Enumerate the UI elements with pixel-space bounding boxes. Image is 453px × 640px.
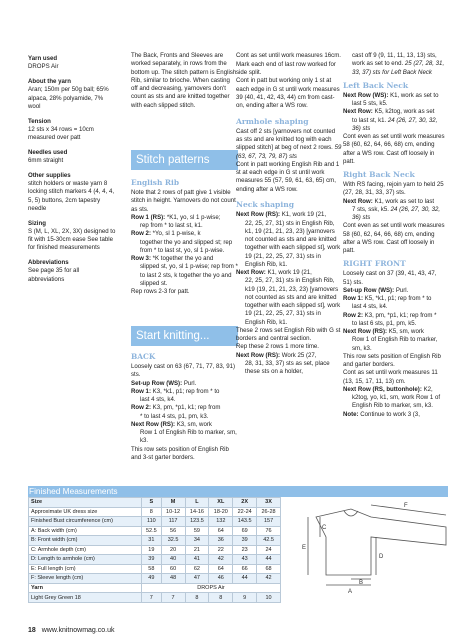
row-label: C: Armhole depth (cm) (29, 545, 142, 555)
table-cell: 46 (209, 574, 233, 584)
table-cell: 52.5 (142, 526, 162, 536)
rf-row1-cont: last 4 sts, k4. (352, 303, 388, 311)
back-row2-label: Row 2: (131, 404, 151, 412)
rbn-row-sts: 24 (26, 27, 30, 32, 36) sts (352, 205, 441, 221)
table-cell: 69 (233, 526, 257, 536)
english-rib-note: Note that 2 rows of patt give 1 visible stitch in height. Yarnovers do not count as sts. (131, 189, 236, 213)
table-cell: 44 (233, 574, 257, 584)
garment-schematic (296, 497, 451, 617)
neck-row3-cont: 28, 31, 33, 37) sts as set, place these sts on a holder, (245, 359, 330, 375)
table-cell: 60 (161, 564, 185, 574)
table-cell: 20 (161, 545, 185, 555)
lbn-row2-label: Next Row: (343, 108, 373, 116)
table-cell: M (161, 498, 185, 508)
measurements-title: Finished Measurements (29, 486, 118, 496)
table-cell: 22-24 (233, 507, 257, 517)
back-row1-cont: last 4 sts, k4. (140, 396, 176, 403)
table-cell: 34 (185, 536, 209, 546)
back-next-cont: Row 1 of English Rib to marker, sm, k3. (140, 429, 237, 445)
table-cell: 42 (257, 574, 281, 584)
table-cell: 59 (185, 526, 209, 536)
row1-text: *K1, yo, sl 1 p-wise; (165, 213, 221, 221)
table-cell: 10-12 (161, 507, 185, 517)
lbn-cont-text: Cont even as set until work measures 58 (60, 62, 64, 66, 68) cm, ending after a WS row. Cast off loosely in patt. (343, 133, 445, 165)
neck-row3-text: Work 25 (27, (280, 351, 317, 359)
row-label: Light Grey Green 18 (29, 593, 142, 603)
stitch-patterns-banner: Stitch patterns (131, 150, 238, 170)
table-cell: 18-20 (209, 507, 233, 517)
armhole-heading: Armhole shaping (236, 116, 309, 126)
table-cell: 10 (257, 593, 281, 603)
table-cell: 43 (233, 555, 257, 565)
back-setup-label: Set-up Row (WS): (131, 379, 183, 387)
rf-row2-label: Row 2: (343, 311, 363, 319)
neck-rep-text: Rep these 2 rows 1 more time. (236, 343, 319, 351)
neckline-curve (344, 511, 358, 516)
neck-row2-label: Next Row: (236, 269, 266, 276)
lbn-row1-label: Next Row (WS): (343, 91, 389, 99)
back-shaping-column (236, 52, 342, 376)
rbn-cont-text: Cont even as set until work measures 58 (60, 62, 64, 66, 68) cm, ending after a WS row. Cast off loosely in patt. (343, 222, 445, 254)
col3-cont-text: Cont in patt but working only 1 st at each edge in G st until work measures 39 (40, 41, 42, 43, 44) cm from cast-on, ending after a WS row. (236, 77, 340, 109)
table-cell: 7 (142, 593, 162, 603)
abbreviations-text: See page 35 for all abbreviations (28, 267, 80, 283)
yarn-used-text: DROPS Air (28, 63, 59, 71)
armhole-sts: 59 (63, 67, 73, 79, 87) sts (236, 144, 342, 160)
row-label: Size (29, 498, 142, 508)
rep-rows-text: Rep rows 2-3 for patt. (131, 288, 190, 295)
back-heading: BACK (131, 352, 156, 361)
rbn-row-label: Next Row: (343, 197, 373, 205)
table-cell: 8 (209, 593, 233, 603)
yarn-value: DROPS Air (142, 583, 281, 593)
rf-row2-text: K3, pm, *p1, k1; rep from * (362, 311, 437, 319)
table-cell: 44 (257, 555, 281, 565)
neck-row1-label: Next Row (RS): (236, 211, 281, 219)
rf-next-cont: Row 1 of English Rib to marker, sm, k3. (352, 336, 438, 352)
right-front-heading: RIGHT FRONT (343, 259, 406, 269)
dim-f-line (371, 505, 446, 515)
dim-label-e: E (302, 545, 307, 551)
dim-label-b: B (359, 580, 364, 586)
dim-label-a: A (348, 589, 353, 595)
armhole-cont: Cont in patt working English Rib and 1 st at each edge in G st until work measures 55 (57, 59, 61, 63, 65) cm, ending after a WS row. (236, 160, 340, 193)
row2-label: Row 2: (131, 230, 151, 238)
neck-row2-cont: 22, 25, 27, 31) sts in English Rib, k19 (19, 21, 21, 23, 23) [yarnovers not counted as sts and are knitted together with each slipped st], work 19 (21, 22, 25, 27, 31) sts in English Rib, k1. (245, 277, 341, 326)
needles-heading: Needles used (28, 148, 68, 156)
table-cell: 14-16 (185, 507, 209, 517)
lbn-row1-cont: last 5 sts, k5. (352, 100, 388, 107)
supplies-text: stitch holders or waste yarn 8 locking stitch markers 4 (4, 4, 4, 5, 5) buttons, 2cm tapestry needle (28, 180, 115, 212)
table-row (29, 574, 281, 584)
row-label: Approximate UK dress size (29, 507, 142, 517)
table-cell: 56 (161, 526, 185, 536)
row3-label: Row 3: (131, 255, 151, 262)
colour-row (29, 593, 281, 603)
sizing-text: S (M, L, XL, 2X, 3X) designed to fit with 15-30cm ease See table for finished measurements (28, 227, 116, 252)
back-row1-label: Row 1: (131, 387, 151, 395)
table-cell: 8 (185, 593, 209, 603)
table-cell: 132 (209, 517, 233, 527)
table-header-row (29, 498, 281, 508)
back-section (131, 348, 238, 462)
table-cell: 40 (161, 555, 185, 565)
table-cell: 68 (257, 564, 281, 574)
table-cell: 123.5 (185, 517, 209, 527)
lbn-row2-cont: to last st, k1. (352, 116, 388, 124)
dim-label-f: F (404, 503, 408, 509)
neck-heading: Neck shaping (236, 200, 295, 210)
materials-column (28, 55, 116, 290)
table-cell: 23 (233, 545, 257, 555)
page-number: 18 (28, 627, 36, 634)
col3-measure-text: Cont as set until work measures 16cm. (236, 52, 341, 59)
table-cell: S (142, 498, 162, 508)
table-cell: 47 (185, 574, 209, 584)
left-back-neck-heading: Left Back Neck (343, 80, 409, 90)
garment-outline (316, 509, 446, 575)
row-label: Finished Bust circumference (cm) (29, 517, 142, 527)
rf-buttonhole-text: K2, (421, 385, 433, 393)
english-rib-section (131, 174, 238, 296)
table-cell: 39 (233, 536, 257, 546)
start-knitting-banner: Start knitting... (131, 326, 238, 346)
row2-cont: together the yo and slipped st; rep from * to last st, yo, sl 1 p-wise. (140, 238, 233, 254)
row3-cont: slipped st, yo, sl 1 p-wise; rep from * to last 2 sts, k together the yo and slipped st. (140, 263, 238, 287)
tension-heading: Tension (28, 117, 51, 125)
rf-next-text: K5, sm, work (387, 328, 424, 335)
intro-text: The Back, Fronts and Sleeves are worked separately, in rows from the bottom up. The stitch pattern is English Rib, similar to brioche. When casting off and decreasing, yarnovers don't count as sts and are knitted together with each slipped stitch. (131, 52, 237, 109)
table-cell: 42 (209, 555, 233, 565)
row-label: D: Length to armhole (cm) (29, 555, 142, 565)
tension-text: 12 sts x 34 rows = 10cm measured over patt (28, 125, 94, 141)
dim-label-c: C (322, 525, 327, 531)
table-cell: 9 (233, 593, 257, 603)
table-cell: 76 (257, 526, 281, 536)
table-cell: 62 (185, 564, 209, 574)
table-cell: 117 (161, 517, 185, 527)
rf-row2-cont: to last 6 sts, p1, pm, k5. (352, 319, 417, 327)
neck-row1-text: K1, work 19 (21, (280, 211, 327, 219)
rf-row1-text: K5, *k1, p1; rep from * to (362, 295, 432, 302)
back-next-text: K3, sm, work (175, 420, 212, 428)
table-cell: 39 (142, 555, 162, 565)
table-row (29, 526, 281, 536)
table-cell: 66 (233, 564, 257, 574)
row1-label: Row 1 (RS): (131, 213, 166, 221)
about-yarn-text: Aran; 150m per 50g ball; 65% alpaca, 28% polyamide, 7% wool (28, 86, 109, 110)
table-cell: 64 (209, 526, 233, 536)
table-row (29, 507, 281, 517)
rf-note-text: Continue to work 3 (3, (358, 410, 420, 418)
table-row (29, 517, 281, 527)
table-cell: 49 (142, 574, 162, 584)
rbn-row-text: K1, work as set to last (372, 197, 435, 205)
about-yarn-heading: About the yarn (28, 78, 71, 85)
table-cell: 26-28 (257, 507, 281, 517)
cast-off-text: cast off 9 (9, 11, 11, 13, 13) sts, work as set to end. (352, 52, 437, 68)
table-cell: 7 (161, 593, 185, 603)
lbn-row2-sts: 24 (26, 27, 30, 32, 36) sts (352, 116, 438, 132)
row-label: A: Back width (cm) (29, 526, 142, 536)
neck-row3-label: Next Row (RS): (236, 351, 281, 359)
needles-text: 6mm straight (28, 157, 64, 164)
rbn-row-cont: 7 sts, ssk, k5. (352, 205, 391, 213)
rf-note-label: Note: (343, 410, 359, 418)
left-back-sts: 25 (27, 28, 31, 33, 37) sts for Left Back Neck (352, 60, 445, 76)
table-cell: 22 (209, 545, 233, 555)
table-cell: 19 (142, 545, 162, 555)
row2-text: *Yo, sl 1 p-wise, k (150, 230, 201, 238)
back-next-label: Next Row (RS): (131, 420, 176, 428)
table-cell: 3X (257, 498, 281, 508)
table-cell: 58 (142, 564, 162, 574)
supplies-heading: Other supplies (28, 171, 71, 179)
rf-row1-label: Row 1: (343, 295, 363, 302)
table-cell: 24 (257, 545, 281, 555)
table-cell: 110 (142, 517, 162, 527)
row-label: F: Sleeve length (cm) (29, 574, 142, 584)
back-row2-cont: * to last 4 sts, p1, pm, k3. (140, 412, 209, 420)
rbn-rejoin-text: With RS facing, rejoin yarn to held 25 (27, 28, 31, 33, 37) sts. (343, 181, 444, 197)
website-url[interactable]: www.knitnowmag.co.uk (41, 627, 115, 634)
rf-cont-text: Cont as set until work measures 11 (13, 15, 17, 11, 13) cm. (343, 369, 438, 385)
row-label: B: Front width (cm) (29, 536, 142, 546)
rf-next-label: Next Row (RS): (343, 328, 388, 335)
rf-buttonhole-cont: k2tog, yo, k1, sm, work Row 1 of English Rib to marker, sm, k3. (352, 394, 441, 410)
yarn-label: Yarn (29, 583, 142, 593)
rf-setup-label: Set-up Row (WS): (343, 286, 395, 294)
neck-row2-text: K1, work 19 (21, (265, 269, 312, 276)
table-cell: 8 (142, 507, 162, 517)
table-cell: 157 (257, 517, 281, 527)
table-row (29, 536, 281, 546)
table-cell: 48 (161, 574, 185, 584)
yarn-row (29, 583, 281, 593)
table-cell: XL (209, 498, 233, 508)
lbn-row1-text: K1, work as set to (388, 91, 439, 99)
col3-mark-text: Mark each end of last row worked for side split. (236, 60, 336, 76)
english-rib-heading: English Rib (131, 178, 180, 187)
table-row (29, 555, 281, 565)
dim-label-d: D (379, 554, 384, 560)
back-row2-text: K3, pm, *p1, k1; rep from (150, 404, 221, 412)
neck-row1-cont: 22, 25, 27, 31) sts in English Rib, k1, 19 (21, 21, 23, 23) [yarnovers not counted as sts and are knitted together with each slipped st], work 19 (21, 22, 25, 27, 31) sts in English Rib, k1. (245, 219, 341, 268)
table-cell: 143.5 (233, 517, 257, 527)
table-cell: 32.5 (161, 536, 185, 546)
measurements-table (28, 497, 281, 603)
rf-setup-text: Purl. (394, 286, 409, 294)
sizing-heading: Sizing (28, 219, 46, 227)
neck-front-column (343, 52, 445, 419)
table-cell: 31 (142, 536, 162, 546)
table-cell: 41 (185, 555, 209, 565)
rf-sets-text: This row sets position of English Rib and garter borders. (343, 352, 441, 368)
table-cell: 42.5 (257, 536, 281, 546)
back-sets-text: This row sets position of English Rib and 3-st garter borders. (131, 445, 229, 461)
table-row (29, 545, 281, 555)
back-cast-on: Loosely cast on 63 (67, 71, 77, 83, 91) sts. (131, 363, 236, 379)
rf-buttonhole-label: Next Row (RS, buttonhole): (343, 385, 422, 393)
right-back-neck-heading: Right Back Neck (343, 170, 415, 179)
rf-cast-on: Loosely cast on 37 (39, 41, 43, 47, 51) sts. (343, 270, 437, 286)
abbreviations-heading: Abbreviations (28, 259, 69, 266)
row3-text: *K together the yo and (150, 255, 214, 262)
table-cell: 2X (233, 498, 257, 508)
table-cell: 21 (185, 545, 209, 555)
table-cell: 64 (209, 564, 233, 574)
table-cell: 36 (209, 536, 233, 546)
table-row (29, 564, 281, 574)
back-setup-text: Purl. (182, 379, 197, 387)
stitch-pattern-column (131, 52, 238, 116)
row1-cont: rep from * to last st, k1. (140, 222, 203, 229)
yarn-used-heading: Yarn used (28, 55, 58, 62)
table-cell: L (185, 498, 209, 508)
back-row1-text: K3, *k1, p1; rep from * to (150, 387, 220, 395)
lbn-row2-text: K5, k2tog, work as set (372, 108, 435, 116)
neck-sets-text: These 2 rows set English Rib with G st borders and central section. (236, 326, 341, 342)
page-footer (28, 627, 115, 634)
row-label: E: Full length (cm) (29, 564, 142, 574)
armhole-text: Cast off 2 sts [yarnovers not counted as sts and are knitted tog with each slipped stitch] at beg of next 2 rows. (236, 127, 336, 152)
